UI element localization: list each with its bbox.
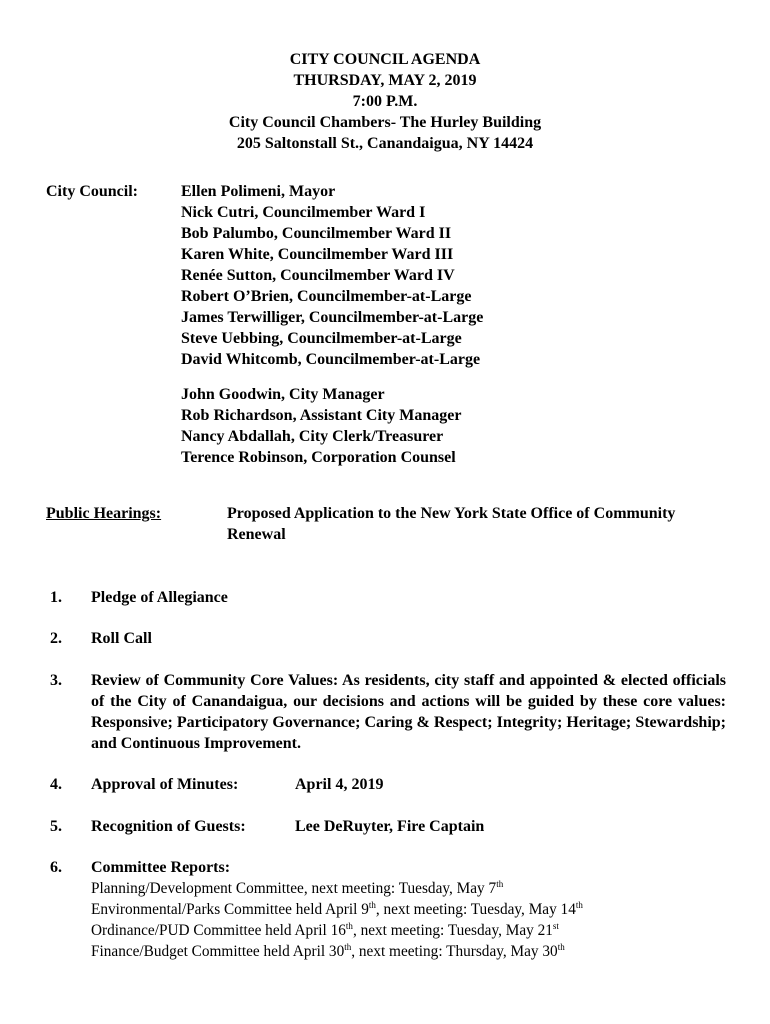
staff-member: Terence Robinson, Corporation Counsel	[181, 449, 456, 466]
staff-member: Rob Richardson, Assistant City Manager	[181, 407, 462, 424]
meeting-date: THURSDAY, MAY 2, 2019	[293, 72, 477, 89]
minutes-date: April 4, 2019	[295, 776, 384, 793]
meeting-time: 7:00 P.M.	[352, 93, 418, 110]
item-number: 1.	[50, 589, 62, 606]
guest-name: Lee DeRuyter, Fire Captain	[295, 818, 485, 835]
meeting-location: City Council Chambers- The Hurley Building	[228, 114, 542, 131]
council-member: Ellen Polimeni, Mayor	[181, 183, 336, 200]
item-core-values: Review of Community Core Values: As residents, city staff and appointed & elected officials of the City of Canandaigua, our decisions and actions will be guided by these core values: Responsive; Participatory Governance; Caring & Respect; Integrity; Heritage; Stewardship; and Continuous Improvement.	[91, 672, 726, 752]
committee-report-planning: Planning/Development Committee, next meeting: Tuesday, May 7th	[91, 879, 504, 897]
council-member: Renée Sutton, Councilmember Ward IV	[181, 267, 455, 284]
council-member: Steve Uebbing, Councilmember-at-Large	[181, 330, 462, 347]
item-approval-of-minutes: Approval of Minutes:	[91, 776, 239, 793]
public-hearings-label: Public Hearings:	[46, 505, 162, 522]
meeting-address: 205 Saltonstall St., Canandaigua, NY 14424	[236, 135, 534, 152]
council-member: David Whitcomb, Councilmember-at-Large	[181, 351, 481, 368]
council-member: Nick Cutri, Councilmember Ward I	[181, 204, 426, 221]
item-number: 5.	[50, 818, 62, 835]
item-pledge-of-allegiance: Pledge of Allegiance	[91, 589, 228, 606]
item-recognition-of-guests: Recognition of Guests:	[91, 818, 246, 835]
item-committee-reports: Committee Reports:	[91, 859, 231, 876]
committee-report-ordinance: Ordinance/PUD Committee held April 16th, next meeting: Tuesday, May 21st	[91, 921, 559, 939]
item-roll-call: Roll Call	[91, 630, 152, 647]
agenda-title: CITY COUNCIL AGENDA	[289, 51, 481, 68]
item-number: 4.	[50, 776, 62, 793]
council-member: Karen White, Councilmember Ward III	[181, 246, 454, 263]
city-council-label: City Council:	[46, 183, 138, 200]
staff-member: John Goodwin, City Manager	[181, 386, 385, 403]
item-number: 2.	[50, 630, 62, 647]
committee-report-environmental: Environmental/Parks Committee held April 9th, next meeting: Tuesday, May 14th	[91, 900, 583, 918]
staff-member: Nancy Abdallah, City Clerk/Treasurer	[181, 428, 444, 445]
item-number: 6.	[50, 859, 62, 876]
committee-report-finance: Finance/Budget Committee held April 30th, next meeting: Thursday, May 30th	[91, 942, 565, 960]
council-member: Bob Palumbo, Councilmember Ward II	[181, 225, 452, 242]
council-member: Robert O’Brien, Councilmember-at-Large	[181, 288, 472, 305]
public-hearings-text: Proposed Application to the New York State Office of Community Renewal	[227, 505, 676, 543]
item-number: 3.	[50, 672, 62, 689]
council-member: James Terwilliger, Councilmember-at-Large	[181, 309, 484, 326]
